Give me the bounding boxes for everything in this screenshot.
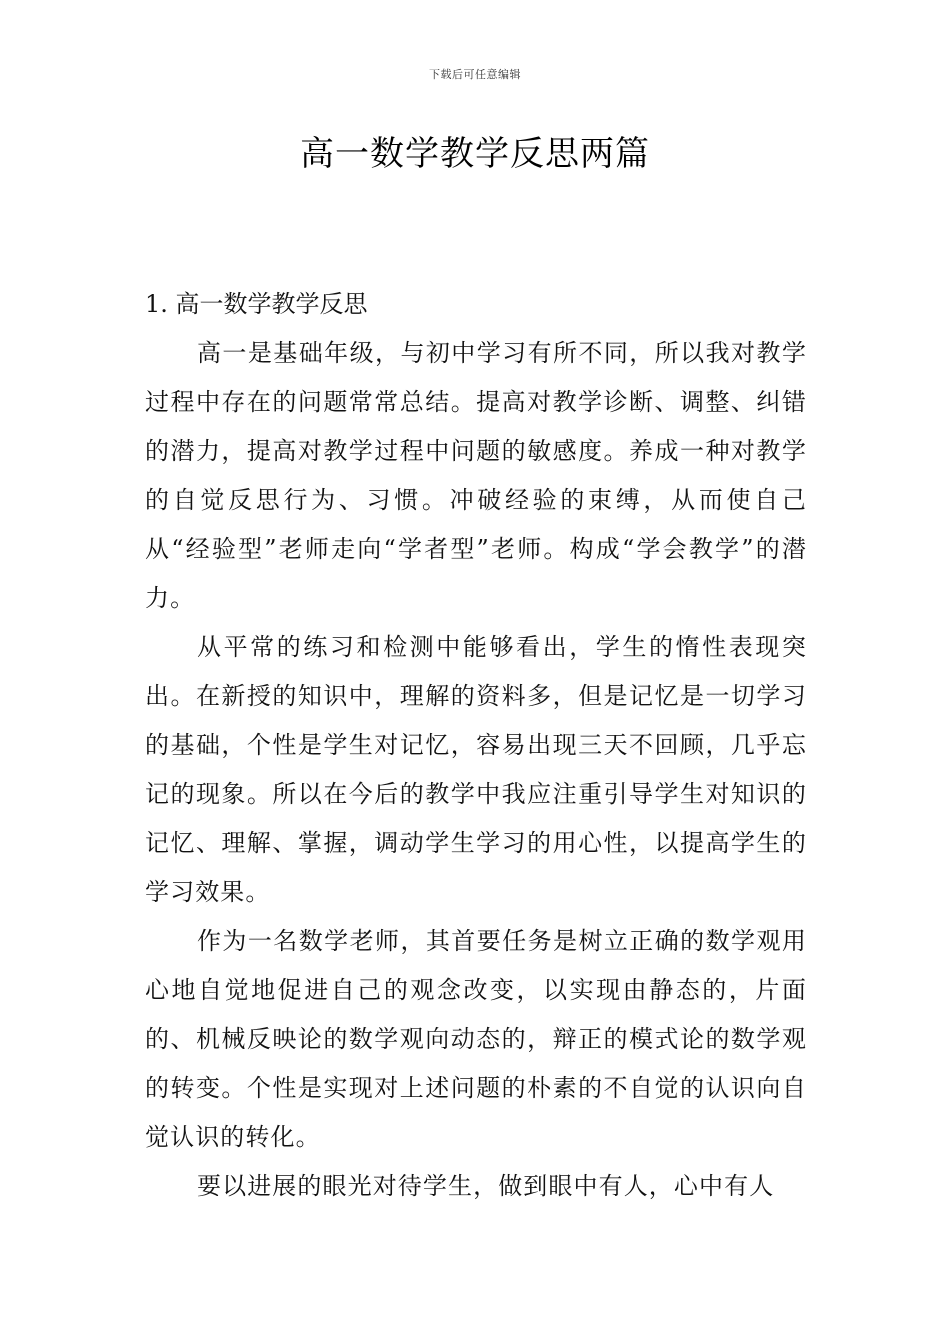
section-heading: 1. 高一数学教学反思 (145, 290, 368, 318)
document-body (145, 280, 807, 1211)
paragraph-4: 要以进展的眼光对待学生，做到眼中有人，心中有人 (197, 1172, 775, 1200)
paragraph-3: 作为一名数学老师，其首要任务是树立正确的数学观用心地自觉地促进自己的观念改变，以实现由静态的，片面的、机械反映论的数学观向动态的，辩正的模式论的数学观的转变。个性是实现对上述问题的朴素的不自觉的认识向自觉认识的转化。 (145, 927, 807, 1151)
document-title: 高一数学教学反思两篇 (300, 134, 650, 174)
paragraph-1: 高一是基础年级，与初中学习有所不同，所以我对教学过程中存在的问题常常总结。提高对教学诊断、调整、纠错的潜力，提高对教学过程中问题的敏感度。养成一种对教学的自觉反思行为、习惯。冲破经验的束缚，从而使自己从“经验型”老师走向“学者型”老师。构成“学会教学”的潜力。 (145, 339, 807, 612)
header-note: 下载后可任意编辑 (429, 68, 521, 81)
paragraph-2: 从平常的练习和检测中能够看出，学生的惰性表现突出。在新授的知识中，理解的资料多，但是记忆是一切学习的基础，个性是学生对记忆，容易出现三天不回顾，几乎忘记的现象。所以在今后的教学中我应注重引导学生对知识的记忆、理解、掌握，调动学生学习的用心性，以提高学生的学习效果。 (145, 633, 807, 906)
